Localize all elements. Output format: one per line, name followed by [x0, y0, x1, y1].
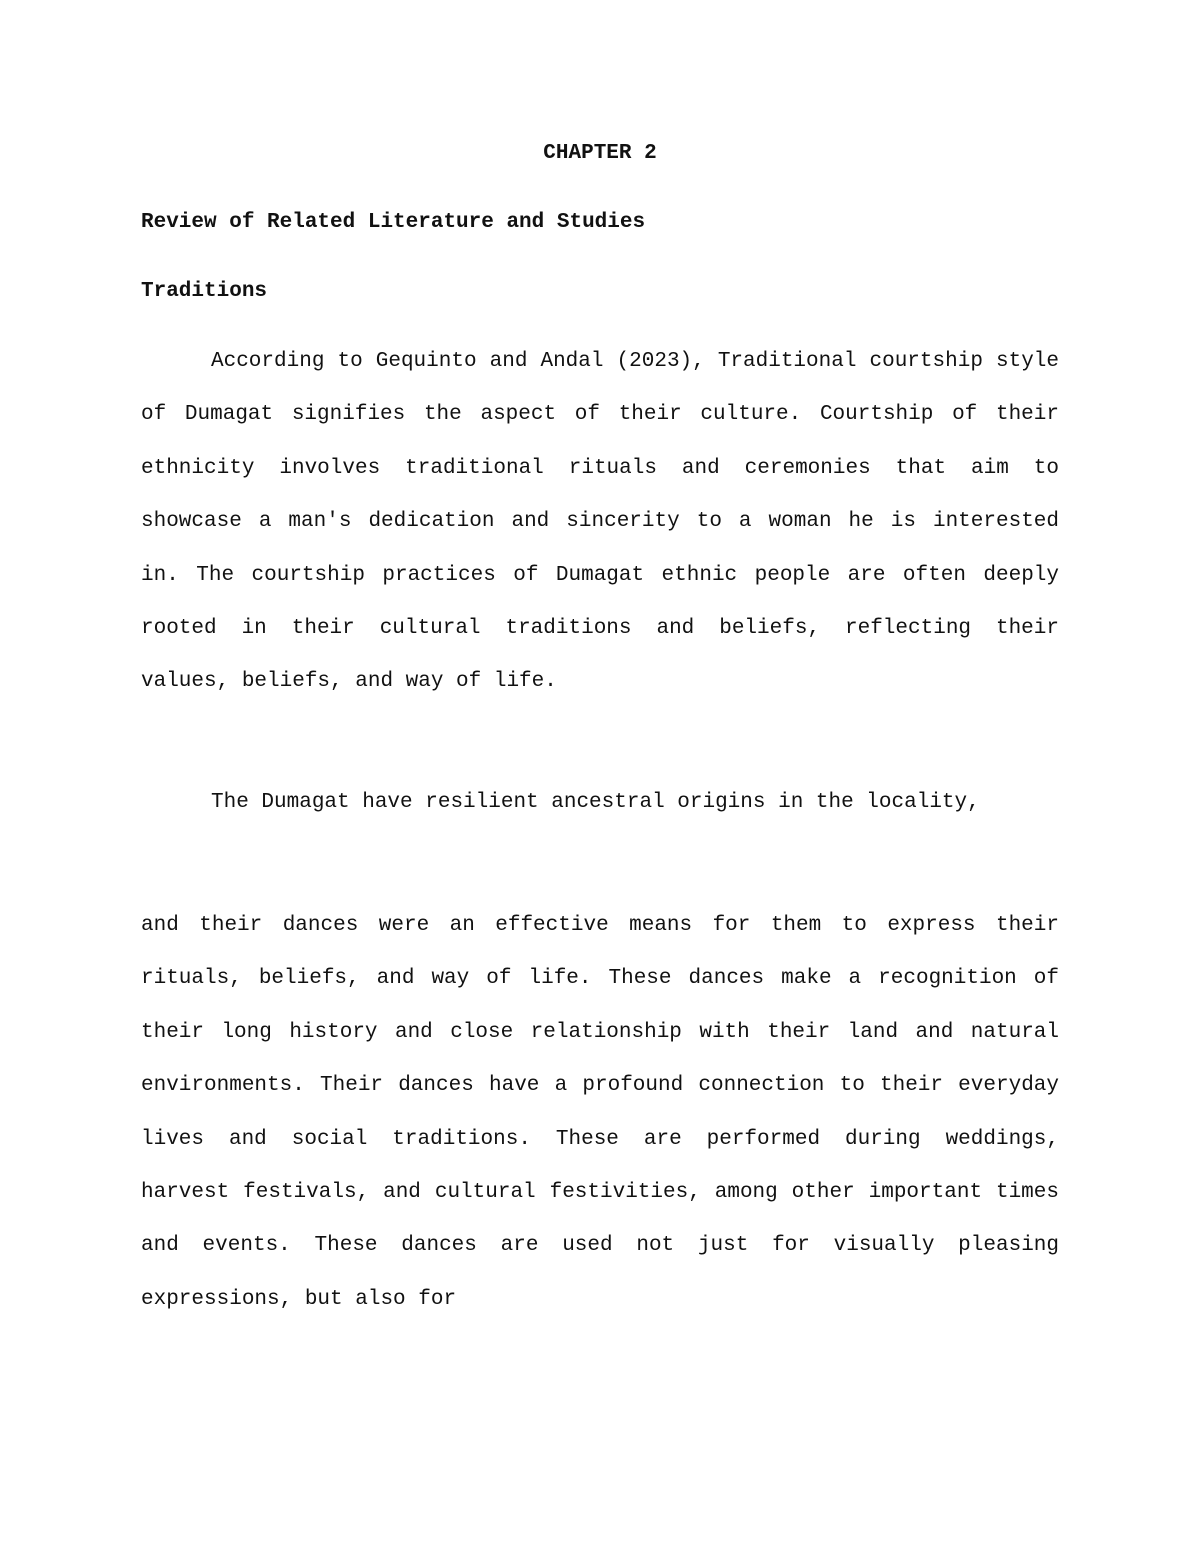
section-title: Review of Related Literature and Studies — [141, 211, 646, 234]
subsection-title: Traditions — [141, 280, 268, 303]
paragraph-dances-continuation: and their dances were an effective means for them to express their rituals, beliefs, and way of life. These dances make a recognition of their long history and close relationship with their land and natural environments. Their dances have a profound connection to their everyday lives and social traditions. These are performed during weddings, harvest festivals, and cultural festivities, among other important times and events. These dances are used not just for visually pleasing expressions, but also for — [141, 914, 1059, 1311]
paragraph-gequinto-andal: According to Gequinto and Andal (2023), Traditional courtship style of Dumagat signifies the aspect of their culture. Courtship of their ethnicity involves traditional rituals and ceremonies that aim to showcase a man's dedication and sincerity to a woman he is interested in. The courtship practices of Dumagat ethnic people are often deeply rooted in their cultural traditions and beliefs, reflecting their values, beliefs, and way of life. — [141, 350, 1059, 694]
paragraph-dumagat-origins: The Dumagat have resilient ancestral origins in the locality, — [211, 791, 980, 814]
page-content — [141, 0, 1059, 1553]
chapter-title: CHAPTER 2 — [543, 142, 657, 165]
